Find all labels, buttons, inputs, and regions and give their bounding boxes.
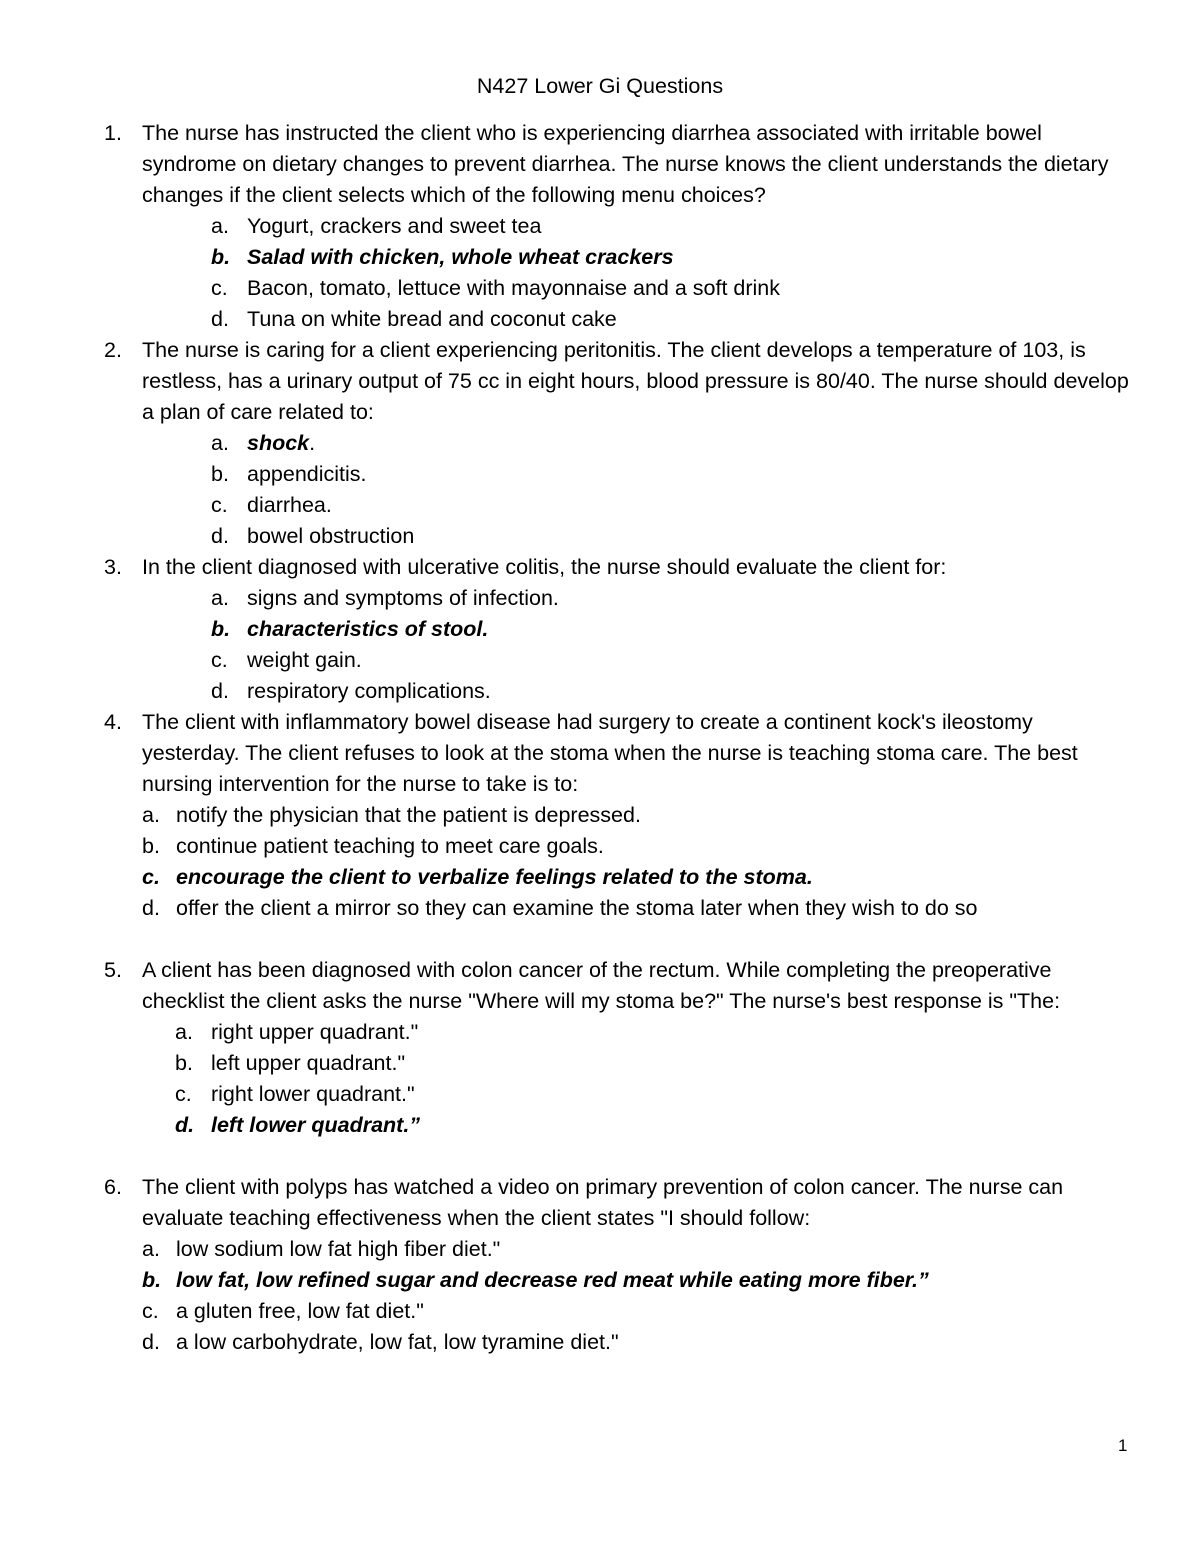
option-letter: a. [142, 803, 160, 827]
option-text: right upper quadrant." [211, 1020, 419, 1044]
option-letter: a. [211, 214, 229, 238]
page-title: N427 Lower Gi Questions [476, 74, 724, 98]
option-text-wrap [247, 428, 315, 459]
option-letter: c. [211, 493, 228, 517]
option-letter: c. [142, 865, 160, 889]
option-letter: a. [142, 1237, 160, 1261]
answer-option [0, 459, 1200, 490]
option-text: signs and symptoms of infection. [247, 586, 559, 610]
answer-option [0, 1296, 1200, 1327]
question-5 [0, 955, 1200, 1141]
question-number: 4. [104, 710, 122, 734]
question-number: 5. [104, 958, 122, 982]
question-4 [0, 707, 1200, 924]
answer-option [0, 1017, 1200, 1048]
answer-option [0, 893, 1200, 924]
answer-option [0, 1234, 1200, 1265]
option-text: diarrhea. [247, 493, 332, 517]
answer-option [0, 521, 1200, 552]
answer-option [0, 583, 1200, 614]
option-letter: d. [142, 1330, 160, 1354]
answer-option [0, 304, 1200, 335]
option-text: Bacon, tomato, lettuce with mayonnaise and a soft drink [247, 276, 781, 300]
option-letter: a. [211, 431, 229, 455]
option-text: offer the client a mirror so they can examine the stoma later when they wish to do so [176, 896, 978, 920]
question-text: The nurse is caring for a client experiencing peritonitis. The client develops a temperature of 103, is restless, has a urinary output of 75 cc in eight hours, blood pressure is 80/40. The nurse should develop a plan of care related to: [142, 338, 1129, 424]
option-text: low fat, low refined sugar and decrease red meat while eating more fiber.” [176, 1268, 929, 1292]
question-number: 6. [104, 1175, 122, 1199]
option-text: shock [247, 431, 310, 455]
option-letter: c. [211, 276, 228, 300]
option-letter: c. [211, 648, 228, 672]
option-text: Tuna on white bread and coconut cake [247, 307, 617, 331]
option-letter: b. [211, 462, 229, 486]
option-text: Salad with chicken, whole wheat crackers [247, 245, 674, 269]
answer-option-correct [0, 614, 1200, 645]
answer-option-correct [0, 242, 1200, 273]
option-text: left lower quadrant.” [211, 1113, 421, 1137]
option-letter: d. [211, 307, 229, 331]
option-text: notify the physician that the patient is depressed. [176, 803, 641, 827]
question-list [0, 118, 1200, 1358]
option-text: low sodium low fat high fiber diet." [176, 1237, 501, 1261]
page-number: 1 [1118, 1436, 1128, 1455]
answer-option [0, 645, 1200, 676]
option-letter: a. [211, 586, 229, 610]
option-text: a gluten free, low fat diet." [176, 1299, 424, 1323]
question-text: The nurse has instructed the client who is experiencing diarrhea associated with irritable bowel syndrome on dietary changes to prevent diarrhea. The nurse knows the client understands the dietary changes if the client selects which of the following menu choices? [142, 121, 1109, 207]
blank-line [0, 924, 1200, 955]
option-text: respiratory complications. [247, 679, 491, 703]
option-letter: a. [175, 1020, 193, 1044]
answer-option [0, 1327, 1200, 1358]
option-text: bowel obstruction [247, 524, 415, 548]
option-text: appendicitis. [247, 462, 367, 486]
option-letter: d. [142, 896, 160, 920]
answer-option [0, 800, 1200, 831]
option-text: right lower quadrant." [211, 1082, 415, 1106]
answer-option-correct [0, 1110, 1200, 1141]
answer-option-correct [0, 862, 1200, 893]
answer-option [0, 1079, 1200, 1110]
option-text: characteristics of stool. [247, 617, 489, 641]
question-number: 2. [104, 338, 122, 362]
option-text: weight gain. [247, 648, 362, 672]
option-letter: c. [175, 1082, 192, 1106]
option-text: Yogurt, crackers and sweet tea [247, 214, 542, 238]
question-6 [0, 1172, 1200, 1358]
question-text: The client with inflammatory bowel disease had surgery to create a continent kock's ileostomy yesterday. The client refuses to look at the stoma when the nurse is teaching stoma care. The best nursing intervention for the nurse to take is to: [142, 710, 1078, 796]
option-letter: b. [175, 1051, 193, 1075]
option-text: left upper quadrant." [211, 1051, 406, 1075]
answer-option [0, 273, 1200, 304]
answer-option [0, 1048, 1200, 1079]
option-suffix: . [309, 431, 316, 455]
answer-option-correct [0, 428, 1200, 459]
question-1 [0, 118, 1200, 335]
answer-option [0, 676, 1200, 707]
question-3 [0, 552, 1200, 707]
option-text: encourage the client to verbalize feelings related to the stoma. [176, 865, 813, 889]
option-letter: b. [142, 1268, 162, 1292]
option-letter: d. [211, 524, 229, 548]
option-letter: b. [211, 245, 231, 269]
answer-option [0, 490, 1200, 521]
answer-option-correct [0, 1265, 1200, 1296]
answer-option [0, 211, 1200, 242]
option-letter: d. [211, 679, 229, 703]
option-letter: c. [142, 1299, 159, 1323]
option-text: a low carbohydrate, low fat, low tyramine diet." [176, 1330, 619, 1354]
question-2 [0, 335, 1200, 552]
option-letter: d. [175, 1113, 195, 1137]
blank-line [0, 1141, 1200, 1172]
question-number: 1. [104, 121, 122, 145]
question-number: 3. [104, 555, 122, 579]
option-text: continue patient teaching to meet care goals. [176, 834, 604, 858]
question-text: A client has been diagnosed with colon cancer of the rectum. While completing the preoperative checklist the client asks the nurse "Where will my stoma be?" The nurse's best response is "The: [142, 958, 1061, 1013]
question-text: The client with polyps has watched a video on primary prevention of colon cancer. The nurse can evaluate teaching effectiveness when the client states "I should follow: [142, 1175, 1064, 1230]
option-letter: b. [142, 834, 160, 858]
answer-option [0, 831, 1200, 862]
option-letter: b. [211, 617, 231, 641]
question-text: In the client diagnosed with ulcerative colitis, the nurse should evaluate the client for: [142, 555, 947, 579]
